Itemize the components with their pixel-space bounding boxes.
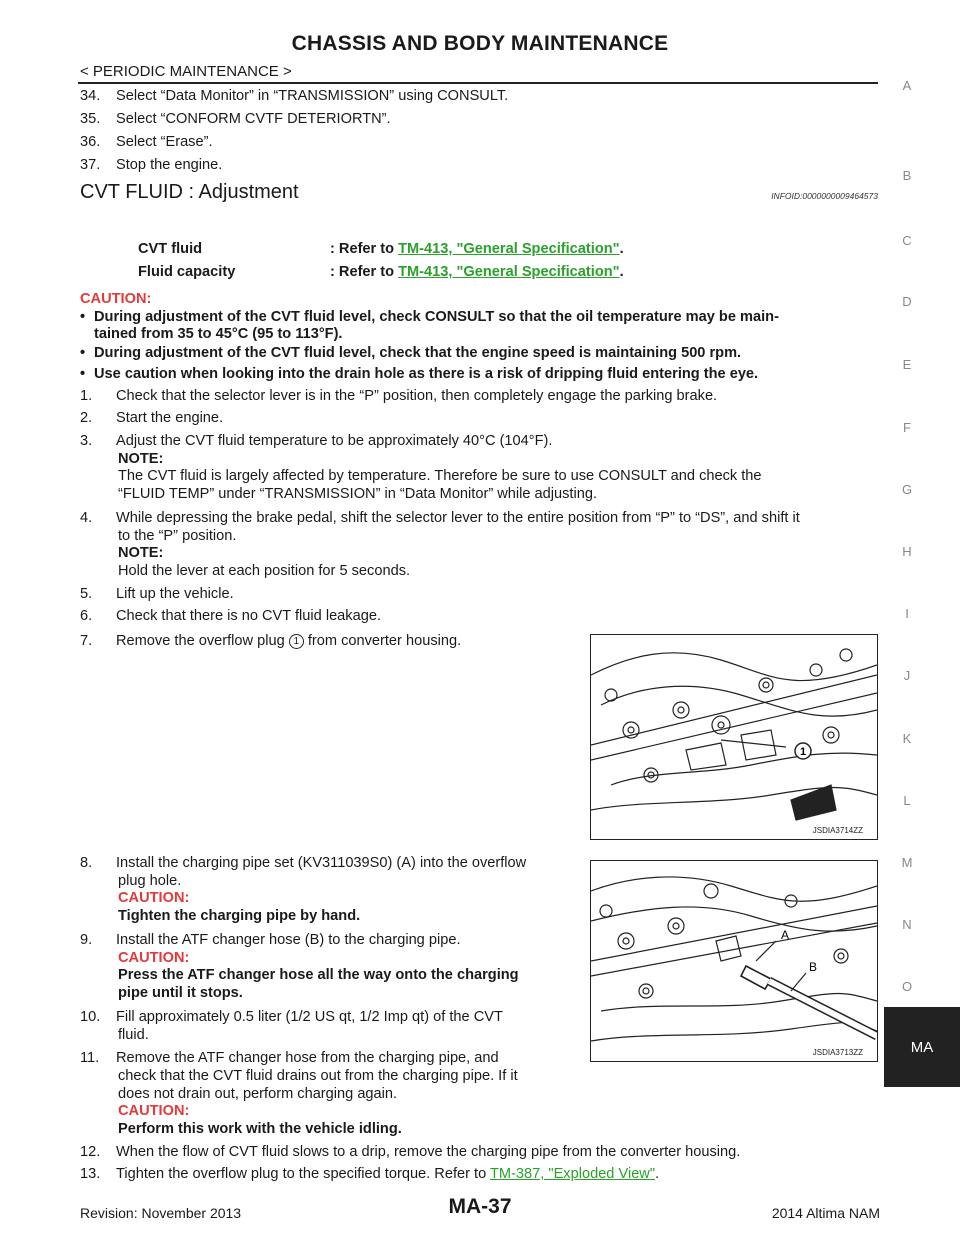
side-index-o[interactable]: O <box>901 979 913 994</box>
footer-page-number: MA-37 <box>448 1195 512 1218</box>
spec-label-fluid-capacity: Fluid capacity <box>138 264 236 280</box>
caution-bullet-1: • During adjustment of the CVT fluid level, check CONSULT so that the oil temperature may be main- tained from 35 to 45°C (95 to 113°F). <box>80 309 779 342</box>
side-index-l[interactable]: L <box>903 793 911 808</box>
step-34: 34. Select “Data Monitor” in “TRANSMISSION” using CONSULT. <box>80 88 509 104</box>
step-11-caution-text: Perform this work with the vehicle idling. <box>118 1121 402 1137</box>
side-index-h[interactable]: H <box>902 544 912 559</box>
side-index-k[interactable]: K <box>902 731 912 746</box>
spec-value-fluid-capacity: : Refer to TM-413, "General Specification". <box>330 264 624 280</box>
side-index-g[interactable]: G <box>901 482 913 497</box>
side-index-d[interactable]: D <box>902 294 912 309</box>
step-3-note-line-2: “FLUID TEMP” under “TRANSMISSION” in “Data Monitor” while adjusting. <box>118 486 598 502</box>
bullet-icon: • <box>80 309 86 325</box>
step-4-line-2: to the “P” position. <box>118 528 237 544</box>
step-4-note-label: NOTE: <box>118 545 164 561</box>
overflow-plug-illustration <box>591 635 877 839</box>
step-11-caution-label: CAUTION: <box>118 1103 190 1119</box>
step-6: 6. Check that there is no CVT fluid leakage. <box>80 608 381 624</box>
side-index-j[interactable]: J <box>903 668 911 683</box>
spec-link-cvt-fluid[interactable]: TM-413, "General Specification" <box>398 241 620 257</box>
figure-callout-1: 1 <box>799 746 807 758</box>
section-path: < PERIODIC MAINTENANCE > <box>80 63 292 80</box>
step-35: 35. Select “CONFORM CVTF DETERIORTN”. <box>80 111 391 127</box>
figure-code-1: JSDIA3714ZZ <box>812 826 863 835</box>
step-12: 12. When the flow of CVT fluid slows to a drip, remove the charging pipe from the converter housing. <box>80 1144 741 1160</box>
step-8: 8. Install the charging pipe set (KV311039S0) (A) into the overflow <box>80 855 527 871</box>
step-7: 7. Remove the overflow plug 1 from converter housing. <box>80 633 462 649</box>
figure-charging-pipe <box>590 860 878 1062</box>
side-index-a[interactable]: A <box>902 78 912 93</box>
step-1: 1. Check that the selector lever is in the “P” position, then completely engage the parking brake. <box>80 388 718 404</box>
step-2: 2. Start the engine. <box>80 410 224 426</box>
step-9-caution-line-1: Press the ATF changer hose all the way onto the charging <box>118 967 519 983</box>
bullet-icon: • <box>80 366 86 382</box>
step-10-line-2: fluid. <box>118 1027 149 1043</box>
step-11-line-2: check that the CVT fluid drains out from the charging pipe. If it <box>118 1068 518 1084</box>
exploded-view-link[interactable]: TM-387, "Exploded View" <box>490 1166 656 1182</box>
spec-label-cvt-fluid: CVT fluid <box>138 241 203 257</box>
figure-label-b: B <box>809 960 818 974</box>
caution-bullet-2: • During adjustment of the CVT fluid level, check that the engine speed is maintaining 500 rpm. <box>80 345 742 361</box>
step-11-line-3: does not drain out, perform charging again. <box>118 1086 398 1102</box>
section-heading: CVT FLUID : Adjustment <box>80 181 299 203</box>
step-11: 11. Remove the ATF changer hose from the charging pipe, and <box>80 1050 499 1066</box>
figure-overflow-plug <box>590 634 878 840</box>
step-3-note-line-1: The CVT fluid is largely affected by temperature. Therefore be sure to use CONSULT and check the <box>118 468 762 484</box>
step-3-note-label: NOTE: <box>118 451 164 467</box>
step-5: 5. Lift up the vehicle. <box>80 586 234 602</box>
bullet-icon: • <box>80 345 86 361</box>
step-36: 36. Select “Erase”. <box>80 134 213 150</box>
figure-label-a: A <box>781 928 790 942</box>
section-tab-ma[interactable]: MA <box>884 1007 960 1087</box>
step-8-caution-text: Tighten the charging pipe by hand. <box>118 908 361 924</box>
callout-1-icon: 1 <box>289 634 304 649</box>
side-index-e[interactable]: E <box>902 357 912 372</box>
step-3: 3. Adjust the CVT fluid temperature to be approximately 40°C (104°F). <box>80 433 553 449</box>
side-index-c[interactable]: C <box>902 233 912 248</box>
side-index-b[interactable]: B <box>902 168 912 183</box>
spec-value-cvt-fluid: : Refer to TM-413, "General Specification". <box>330 241 624 257</box>
page-header-title: CHASSIS AND BODY MAINTENANCE <box>291 32 669 55</box>
caution-bullet-3: • Use caution when looking into the drain hole as there is a risk of dripping fluid entering the eye. <box>80 366 759 382</box>
spec-link-fluid-capacity[interactable]: TM-413, "General Specification" <box>398 264 620 280</box>
side-index-m[interactable]: M <box>901 855 913 870</box>
step-10: 10. Fill approximately 0.5 liter (1/2 US qt, 1/2 Imp qt) of the CVT <box>80 1009 503 1025</box>
charging-pipe-illustration <box>591 861 877 1061</box>
side-index-f[interactable]: F <box>903 420 911 435</box>
footer-revision: Revision: November 2013 <box>80 1205 242 1221</box>
step-9: 9. Install the ATF changer hose (B) to the charging pipe. <box>80 932 461 948</box>
step-8-caution-label: CAUTION: <box>118 890 190 906</box>
header-rule <box>78 82 878 84</box>
step-37: 37. Stop the engine. <box>80 157 223 173</box>
step-13: 13. Tighten the overflow plug to the specified torque. Refer to TM-387, "Exploded View". <box>80 1166 660 1182</box>
footer-model: 2014 Altima NAM <box>771 1205 880 1221</box>
step-8-line-2: plug hole. <box>118 873 182 889</box>
step-4-note-text: Hold the lever at each position for 5 seconds. <box>118 563 411 579</box>
info-id: INFOID:0000000009464573 <box>771 191 878 201</box>
step-4: 4. While depressing the brake pedal, shift the selector lever to the entire position from “P” to “DS”, and shift it <box>80 510 800 526</box>
step-9-caution-line-2: pipe until it stops. <box>118 985 243 1001</box>
side-index-n[interactable]: N <box>902 917 912 932</box>
side-index-i[interactable]: I <box>905 606 909 621</box>
step-9-caution-label: CAUTION: <box>118 950 190 966</box>
caution-label: CAUTION: <box>80 291 152 307</box>
figure-code-2: JSDIA3713ZZ <box>812 1048 863 1057</box>
